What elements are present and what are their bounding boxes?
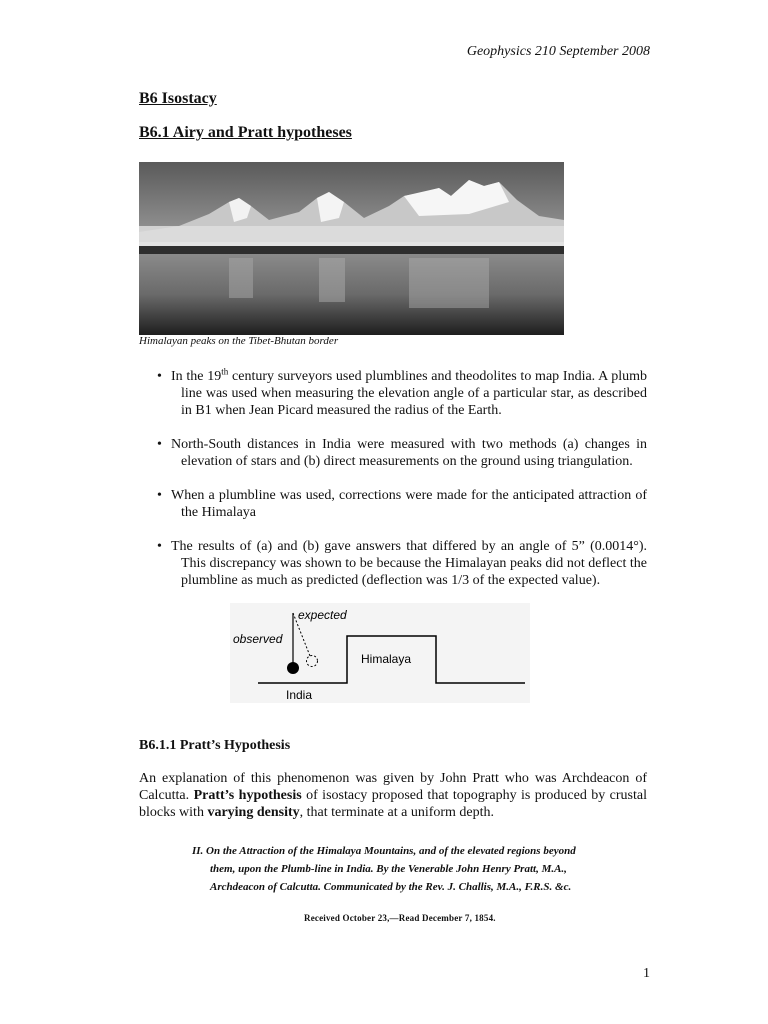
received-date: Received October 23,—Read December 7, 1854. (304, 913, 496, 923)
observed-label: observed (233, 632, 283, 646)
subsection-title: B6.1 Airy and Pratt hypotheses (139, 124, 352, 141)
pratt-paragraph: An explanation of this phenomenon was given by John Pratt who was Archdeacon of Calcutta. Pratt’s hypothesis of isostacy proposed that topography is produced by crustal blocks with varying density, that terminate at a uniform depth. (139, 771, 648, 820)
bullet-dot: • (157, 369, 162, 384)
observed-bob (287, 662, 299, 674)
page-number: 1 (643, 966, 650, 981)
bullet-dot: • (157, 488, 162, 503)
bullet-distances: • North-South distances in India were measured with two methods (a) changes in elevation of stars and (b) direct measurements on the ground using triangulation. (157, 437, 647, 469)
reference-line-3: Archdeacon of Calcutta. Communicated by the Rev. J. Challis, M.A., F.R.S. &c. (210, 881, 572, 893)
photo-caption: Himalayan peaks on the Tibet-Bhutan border (139, 335, 339, 347)
bullet-surveyors: • In the 19th century surveyors used plumblines and theodolites to map India. A plumb line was used when measuring the elevation angle of a particular star, as described in B1 when Jean Picard measured the radius of the Earth. (157, 366, 648, 418)
himalaya-label: Himalaya (361, 652, 412, 666)
reference-line-1: II. On the Attraction of the Himalaya Mountains, and of the elevated regions beyond (192, 845, 576, 857)
reference-line-2: them, upon the Plumb-line in India. By the Venerable John Henry Pratt, M.A., (210, 863, 567, 875)
pratt-reference (192, 842, 612, 896)
bullet-corrections: • When a plumbline was used, corrections were made for the anticipated attraction of the Himalaya (157, 488, 647, 520)
himalaya-photo (139, 162, 564, 335)
running-header: Geophysics 210 September 2008 (466, 44, 650, 59)
india-label: India (286, 688, 313, 702)
plumbline-diagram (230, 603, 530, 703)
pratt-heading: B6.1.1 Pratt’s Hypothesis (139, 738, 291, 753)
expected-label: expected (298, 608, 347, 622)
section-title: B6 Isostacy (139, 90, 217, 107)
bullet-discrepancy: • The results of (a) and (b) gave answers that differed by an angle of 5” (0.0014°). This discrepancy was shown to be because the Himalayan peaks did not deflect the plumbline as much as predicted (deflection was 1/3 of the expected value). (157, 539, 647, 588)
bullet-dot: • (157, 539, 162, 554)
bullet-dot: • (157, 437, 162, 452)
